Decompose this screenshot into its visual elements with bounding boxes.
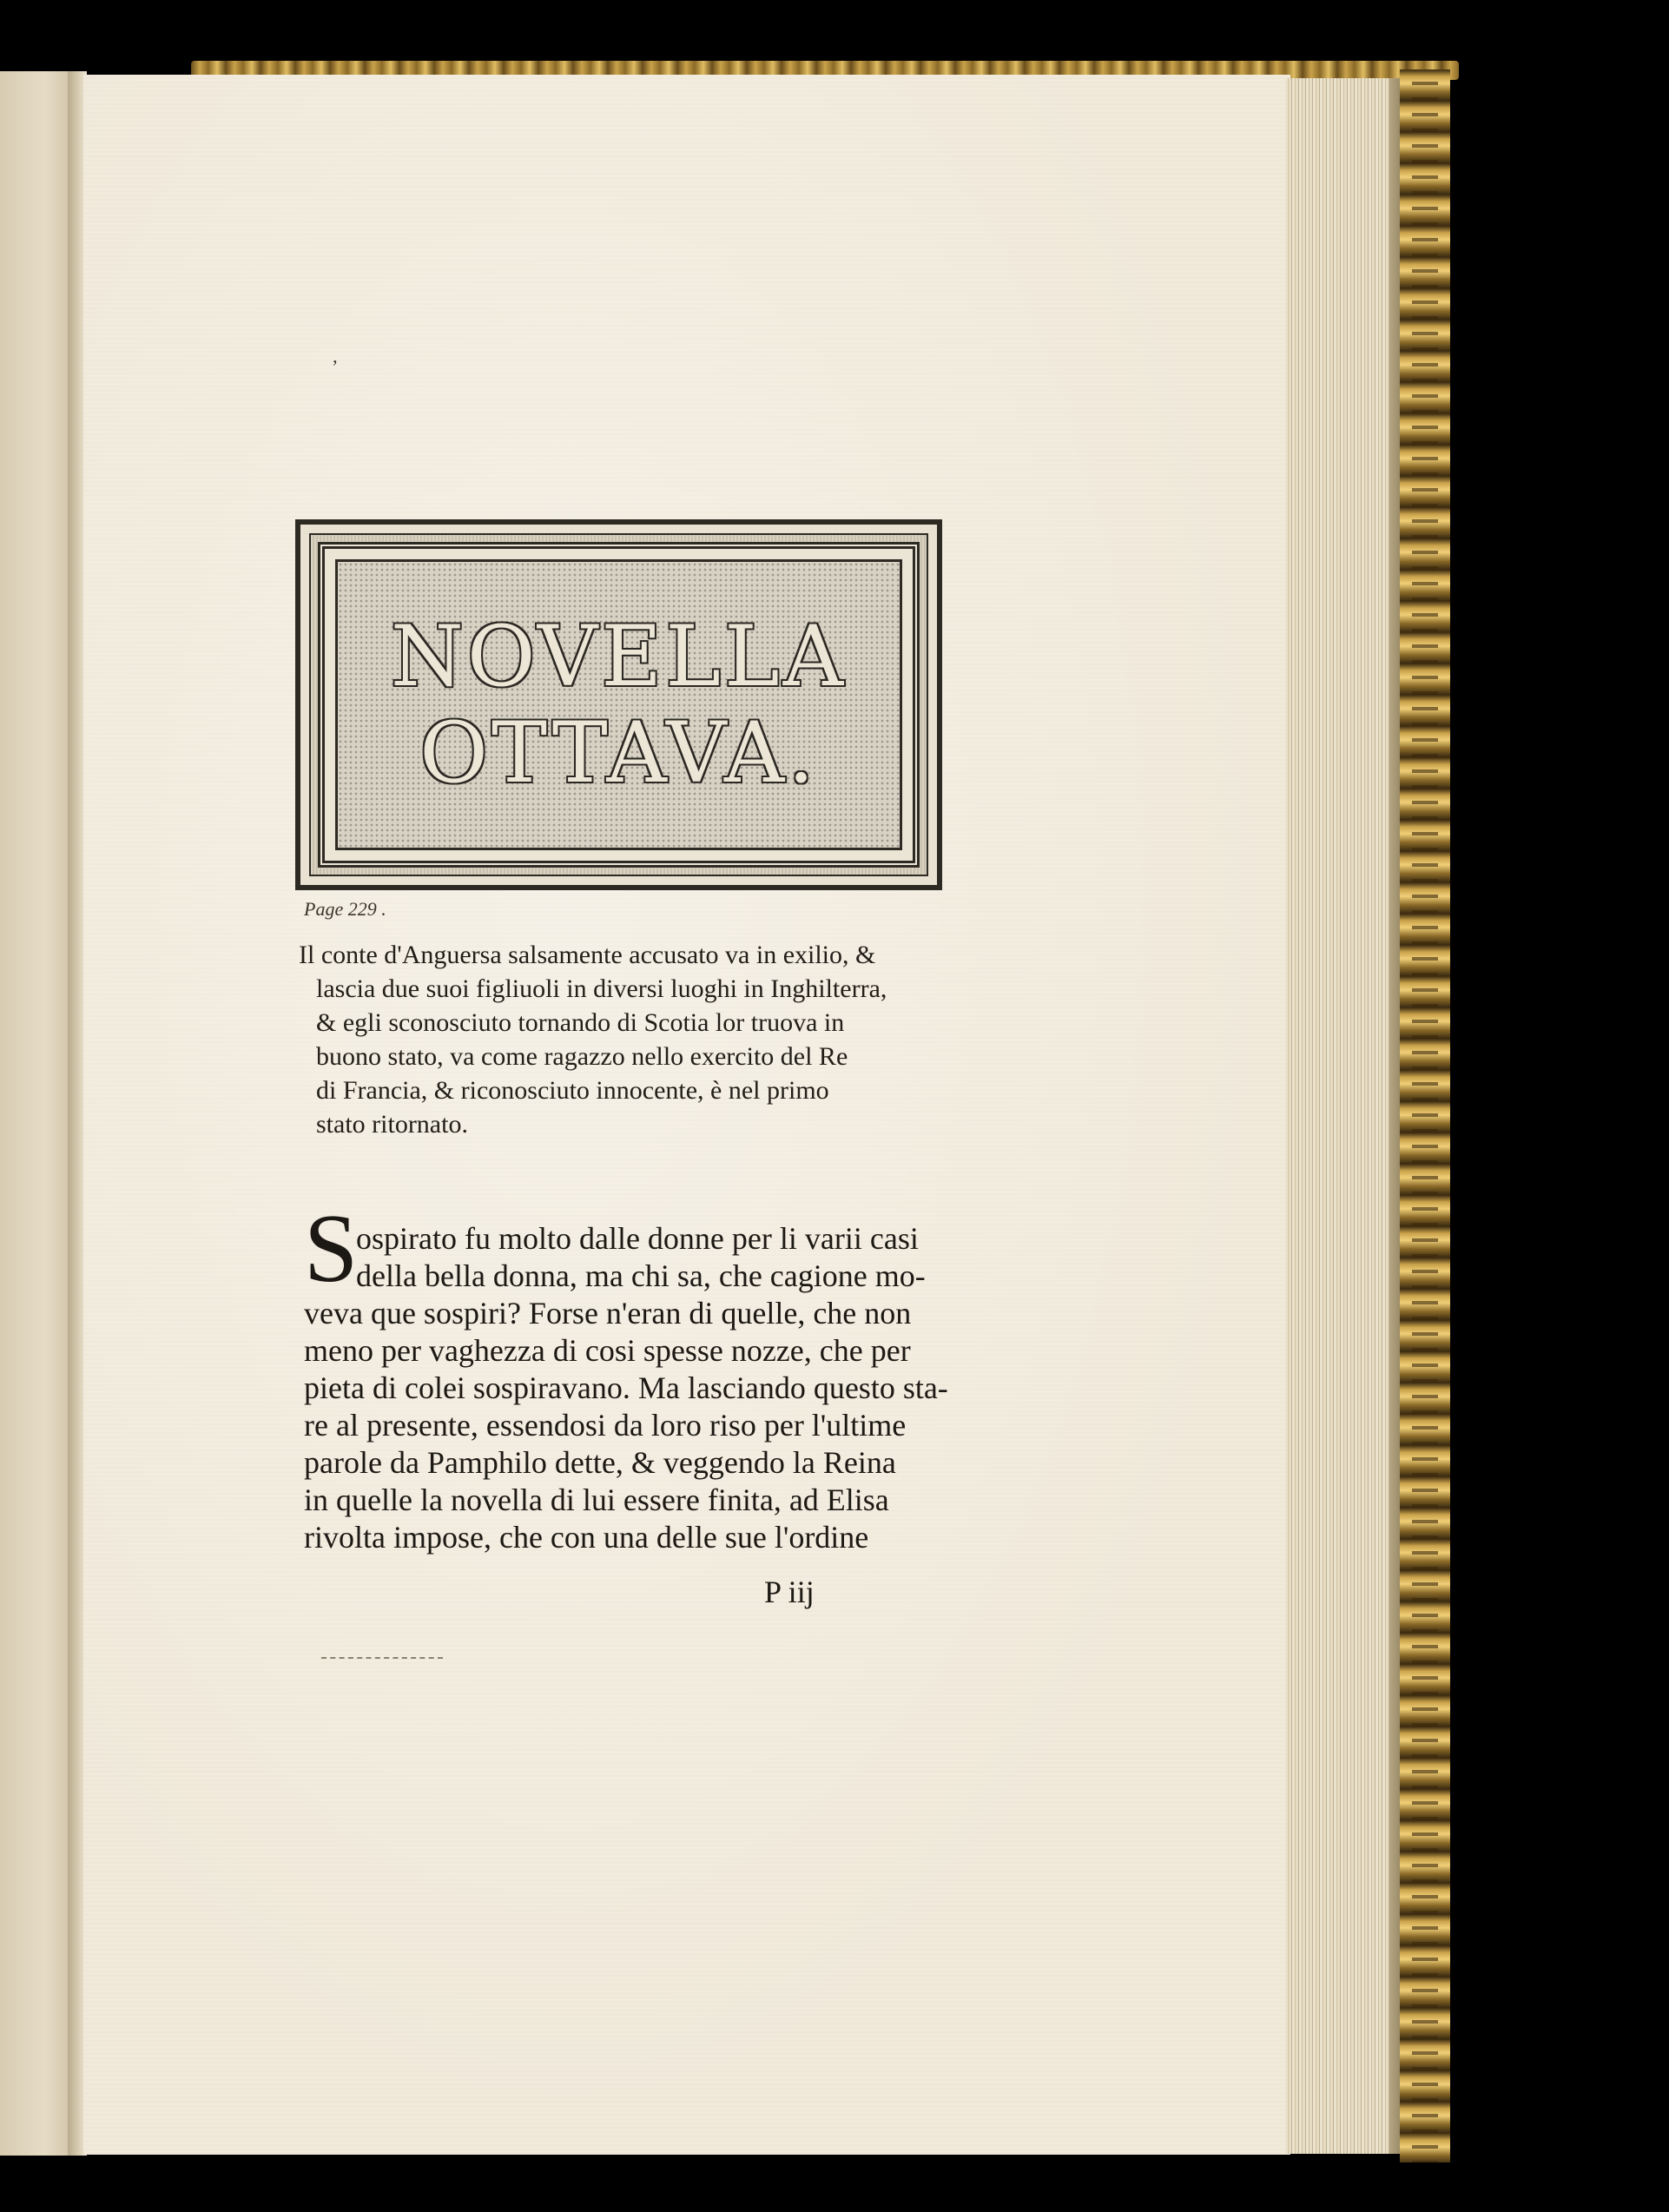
argument-line: & egli sconosciuto tornando di Scotia lor truova in — [316, 1008, 845, 1037]
argument-line: lascia due suoi figliuoli in diversi luoghi in Inghilterra, — [316, 974, 887, 1003]
drop-cap-letter: S — [304, 1195, 359, 1303]
body-line: rivolta impose, che con una delle sue l'ordine — [304, 1520, 869, 1555]
body-line: parole da Pamphilo dette, & veggendo la Reina — [304, 1445, 896, 1480]
argument-line: buono stato, va come ragazzo nello exercito del Re — [316, 1042, 848, 1071]
signature-mark: P iij — [764, 1575, 815, 1609]
body-line: meno per vaghezza di cosi spesse nozze, che per — [304, 1333, 911, 1368]
title-plate-border — [309, 533, 928, 876]
page-mark: ʼ — [332, 356, 339, 378]
page-stack-edges — [1285, 78, 1398, 2154]
body-line: re al presente, essendosi da loro riso per l'ultime — [304, 1408, 907, 1443]
plate-caption: Page 229 . — [304, 898, 386, 920]
body-line: della bella donna, ma chi sa, che cagione mo- — [356, 1258, 926, 1293]
novella-argument — [299, 938, 967, 1141]
body-line: veva que sospiri? Forse n'eran di quelle, che non — [304, 1296, 912, 1331]
title-line-novella: NOVELLA — [390, 608, 848, 706]
body-line: ospirato fu molto dalle donne per li varii casi — [356, 1221, 919, 1256]
dashed-rule — [321, 1657, 443, 1659]
body-line: in quelle la novella di lui essere finita, ad Elisa — [304, 1482, 889, 1517]
body-line: pieta di colei sospiravano. Ma lasciando questo sta- — [304, 1370, 948, 1405]
argument-line: stato ritornato. — [316, 1110, 468, 1139]
gilt-pattern — [1412, 69, 1438, 2162]
title-line-ottava: OTTAVA. — [419, 703, 818, 802]
novella-body-text — [304, 1220, 973, 1556]
engraved-title-plate — [295, 519, 942, 890]
argument-line: Il conte d'Anguersa salsamente accusato va in exilio, & — [299, 941, 876, 969]
title-plate-frame — [318, 542, 920, 868]
argument-line: di Francia, & riconosciuto innocente, è nel primo — [316, 1076, 829, 1105]
previous-page-edge — [0, 71, 75, 2156]
title-plate-stippled-field — [335, 559, 902, 850]
